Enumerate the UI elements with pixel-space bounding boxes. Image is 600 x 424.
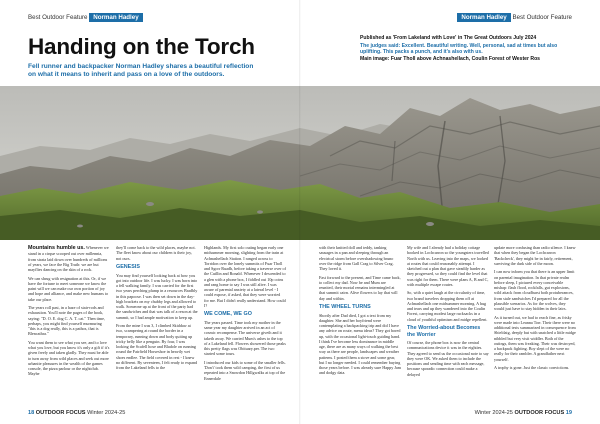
judges-label: The judges said: xyxy=(360,42,401,49)
paragraph: Shortly after Dad died, I got a text from my daughter. She and her boyfriend were contemplating a backpacking trip and did I have any advice on route, menu ideas? They got bored up, with the occasional light-touch guiding hand. I think I've become less dominance in middle age, there are as many ways of walking the best way as there are people, landscapes and weather patterns. I posted them a stove and some gear, but I no longer needed. I could remember buying those years before. I was already sure Happy Jam and dodgy data. xyxy=(319,312,401,376)
magazine-name: OUTDOOR FOCUS xyxy=(35,410,86,416)
published-note: Published as 'From Lakeland with Love' in The Great Outdoors July 2024 xyxy=(360,35,537,41)
section-heading: GENESIS xyxy=(116,264,140,271)
paragraph: The years roll past, in a haze of stair-rods and exhaustion. You'll note the pages of the book, saying: "D. O. E. dog C. A. T. cat." Then time, perhaps, you might find yourself murmuring "this is a dog really, this is a pathos, that is Blencathra." xyxy=(28,305,105,337)
paragraph: You want them to see what you see, and to love what you love, but you know it's only a gift if it's given freely and taken gladly. They must be able to turn away from wild places and seek out more urbanite pleasures in the wealth of the games console, the pizza parlour or the nightclub. Maybe xyxy=(28,339,110,377)
page-gutter xyxy=(299,0,301,424)
main-image-caption: Main image: Fuar Tholl above Achnashellach, Coulin Forest of Wester Ros xyxy=(360,55,541,62)
paragraph: they'll come back to the wild places, maybe not. The fleet know about our children is their joy, not ours. xyxy=(116,245,196,261)
text-column-2 xyxy=(116,245,198,374)
judges-comment xyxy=(360,43,574,56)
running-head-author: Norman Hadley xyxy=(457,13,510,22)
magazine-name: OUTDOOR FOCUS xyxy=(514,410,565,416)
paragraph: My wife and I already had a holiday cottage booked in Lochcarron so the youngsters travelled North with us. Leaving into the maps, we looked at routes that could reasonably attempt. I sketched out a plan that gave steadily harder as they progressed, so they could find the level that was right for them. There were plans A, B and C, with multiple escape routes. xyxy=(407,245,489,287)
paragraph: I introduced our kids to some of the smaller fells. 'Don't' took them wild camping, the first of us repeated into a Snowdon Hillgwalks at top of the Ennerdale xyxy=(204,359,286,381)
text-column-5 xyxy=(407,245,489,380)
page-number: 18 xyxy=(28,410,35,416)
paragraph: with their knitted doll and teddy, tanking sausages in a pan and sleeping through an electrical storm before overshadowing bruno over the ridge from Gall Crag to Silver Crag. They loved it. xyxy=(319,245,394,271)
running-head-author: Norman Hadley xyxy=(89,13,142,22)
text-column-6 xyxy=(494,245,576,374)
paragraph: As it turned out, we had to reach fine, as frisky were made into Leanna Torr. Their there were no additional tests summarized in consequence from Shieldaig, deeply but with snatched a little midge nibbled but very visit widdler. Both of the outings, them was freaking. Their was destroyed, a backpack fighting. Boy slept of the were no really for their rambler. A grandfather next yourself. xyxy=(494,314,576,362)
paragraph: Of course, the phone box is now the central communications device it was in the eighties. They agreed to send us the occasional note to say they were OK. We asked them to include the positions and sending time with each message, because sporadic connection could make a delayed xyxy=(407,340,489,377)
running-head-right xyxy=(457,14,572,21)
paragraph: From the mine I was 3, I climbed Skiddaw at two, scampering at round the border in a temporary, running down and body quiting up tricky belly like a penguin. By four, I was looking the Scafell hose and Bladole on running round the Fairfield Horseshoe in heavily wet shoes endlee. The field covered in rest - I knew no different. By seventeen, I felt ready to expand from the Lakeland fells to the xyxy=(116,323,198,371)
paragraph: We can shrug with resignation at this. Or, if we have the fortune to meet someone we know the paint will we can make our own portion of joy and hope and alliance, and make new humans to take our place. xyxy=(28,275,109,302)
judges-text: Excellent. Beautiful writing. Well, personal, sad at times but also uplifting. This packs a punch, and it's also with us. xyxy=(360,42,558,56)
text-column-4 xyxy=(319,245,401,379)
paragraph: update more confusing than radio silence. I knew that when they began the Lochcarron 'Backcheck', they might be in fairly, retirement, surviving the dark side of the moon. xyxy=(494,245,576,266)
paragraph: So, with a quiet laugh at the circularity of time, two brand travelers dropping them off at Achnashellach one midsummer morning. A hug and tears and up they wandered into the Coulin Forest, carrying modest large rucksacks in a cloud of youthful optimism and midge repellent. xyxy=(407,290,488,322)
running-head-section: Best Outdoor Feature xyxy=(512,14,572,21)
paragraph: Highlands. My first solo outing began early one midsummer morning, slighting from the train at Achnashellach Station. I ranged across to Torridon over the lonely summits of Fuar Tholl and Sgorr Ruadh, before taking a traverse over of the Cuillin and Ronald. Whenever I descended to a glen with a phone box, I fiddled out 10p coins and rang home to say I was still alive. I was aware of parental anxiety at a lateral level - I could expose, if asked, that they were worried for me. But I didn't really understand. How could I? xyxy=(204,245,286,308)
section-heading: THE WHEEL TURNS xyxy=(319,304,371,311)
publication-info xyxy=(360,35,574,62)
issue-date: Winter 2024-25 xyxy=(87,410,126,416)
paragraph: I can now inform you that there is an upper limit on parental imagination. In that private realm before sleep, I pictured every conceivable mishap: flash flood, rockfalls, gut explosions, wild attack from cloudburst both protuberances, from stale sandwiches I'd prepared for all the plausible scenarios. As for the wolves, they would just have to stay hidden in their lairs. xyxy=(494,269,575,312)
running-head-section: Best Outdoor Feature xyxy=(28,14,88,21)
paragraph: The years passed. Time took my mother in the same year my daughter arrived in an act of cosmic recompense. The universe giveth and it taketh away. We carried Mum's ashes to the top of a Lakeland fell. Flowers showered those peaks this pretty flags was Obituary.per. The two started some tours. xyxy=(204,319,286,357)
paragraph: Fast forward to the present, and Time came back, to collect my dad. Now he and Mum are reunited, their mortal remains intermingled at that summit cairn. Alive flowers to lay that will day and within. xyxy=(319,274,401,301)
article-title: Handing on the Torch xyxy=(28,34,255,59)
lead-in: Mountains humble us. xyxy=(28,245,85,251)
page-number: 19 xyxy=(565,410,572,416)
footer-right xyxy=(475,410,572,416)
section-heading: WE COME, WE GO xyxy=(204,311,252,318)
section-heading: The Worried-about Becomes the Worrier xyxy=(407,325,481,338)
paragraph: You may find yourself looking back at how you got into outdoor life. I was lucky. I was born into a fell walking family. I was carried for the first two years perching plump in a resources Bradbly in this papoose. I was then set down in the day-high brackets on my chubby legs and allowed to walk. Someone up at the front of the party had the sandwiches and that was talk of a reson at the summit, so I had ample motivation to keep up. xyxy=(116,272,198,320)
paragraph-text: Whenever we stand in a cirque scooped out over millennia, from strata laid down over hundreds of millions of years, we face the Big Truth: we are but mayflies dancing on the skin of a rock. xyxy=(28,245,109,272)
text-column-3 xyxy=(204,245,286,384)
running-head-left xyxy=(28,14,143,21)
issue-date: Winter 2024-25 xyxy=(474,410,513,416)
article-standfirst: Fell runner and backpacker Norman Hadley shares a beautiful reflection on what it means to inherit and pass on a love of the outdoors. xyxy=(28,63,254,78)
text-column-1 xyxy=(28,245,110,380)
paragraph xyxy=(28,245,110,272)
footer-left xyxy=(28,410,125,416)
paragraph: A trophy is gone. Just the classic convictions. xyxy=(494,365,570,371)
